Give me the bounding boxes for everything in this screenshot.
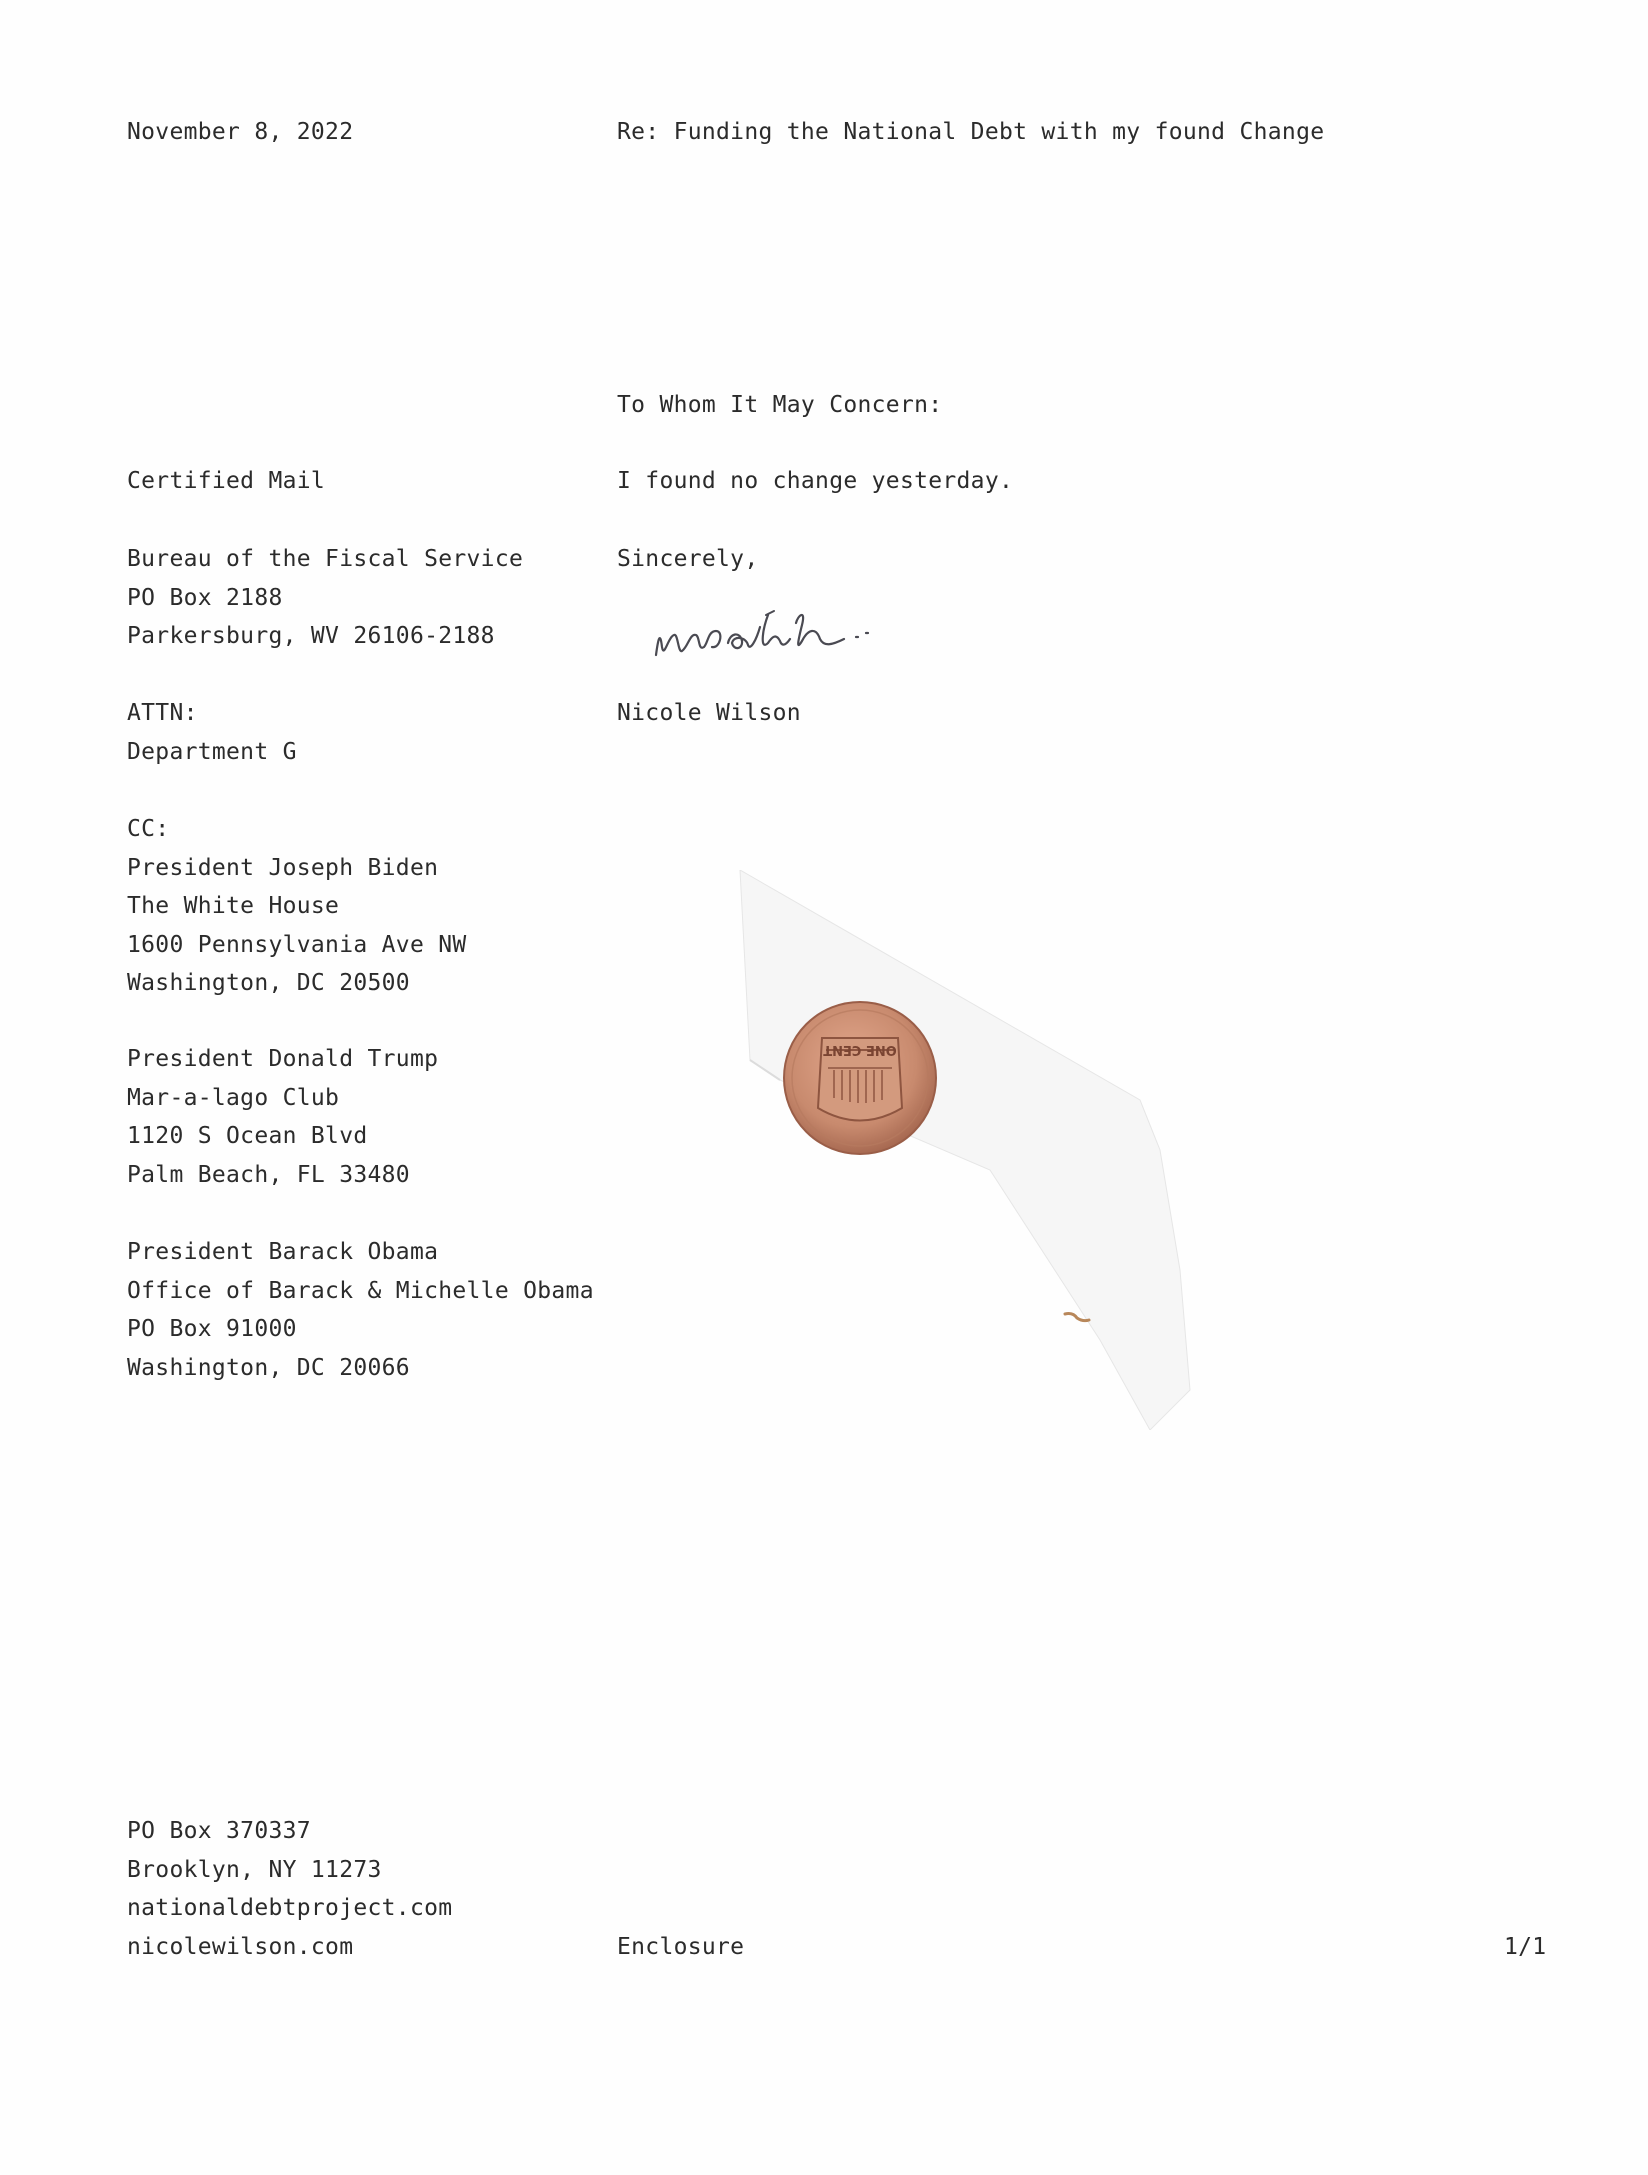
signer-name — [617, 694, 801, 733]
address-line: President Donald Trump — [127, 1046, 439, 1072]
address-line: Mar-a-lago Club — [127, 1084, 340, 1111]
address-line: Washington, DC 20066 — [127, 1354, 410, 1381]
address-line: The White House — [127, 893, 340, 919]
address-line: PO Box 2188 — [127, 584, 283, 611]
cc-biden — [127, 810, 467, 1003]
mailing-method — [127, 462, 325, 501]
recipient-address — [127, 540, 523, 656]
salutation — [617, 386, 942, 425]
salutation-text: To Whom It May Concern: — [617, 392, 943, 418]
handwritten-signature — [648, 585, 948, 667]
sender-address — [127, 1812, 452, 1966]
cc-obama — [127, 1233, 594, 1387]
website-line: nationaldebtproject.com — [127, 1895, 453, 1921]
closing-text: Sincerely, — [617, 546, 759, 572]
address-line: Palm Beach, FL 33480 — [127, 1161, 410, 1188]
address-line: PO Box 370337 — [127, 1818, 311, 1844]
address-line: Brooklyn, NY 11273 — [127, 1856, 382, 1883]
enclosure-note — [617, 1928, 744, 1967]
cc-label: CC: — [127, 816, 170, 842]
penny-coin — [780, 998, 940, 1158]
coin-inscription: ONE CENT — [823, 1042, 897, 1057]
letter-body — [617, 462, 1013, 501]
address-line: President Joseph Biden — [127, 854, 439, 881]
attention-block — [127, 694, 297, 771]
address-line: Washington, DC 20500 — [127, 970, 410, 996]
page-number — [1504, 1928, 1546, 1967]
page-number-text: 1/1 — [1504, 1934, 1547, 1960]
address-line: 1600 Pennsylvania Ave NW — [127, 931, 467, 958]
letter-date — [127, 113, 353, 152]
enclosure-text: Enclosure — [617, 1934, 745, 1960]
attn-label: ATTN: — [127, 700, 198, 726]
paper-speck — [1063, 1310, 1091, 1324]
mailing-method-text: Certified Mail — [127, 468, 326, 494]
letter-closing — [617, 540, 758, 579]
subject-text: Re: Funding the National Debt with my found Change — [617, 119, 1325, 145]
address-line: President Barack Obama — [127, 1239, 439, 1265]
body-text: I found no change yesterday. — [617, 468, 1014, 494]
website-line: nicolewilson.com — [127, 1933, 354, 1960]
address-line: PO Box 91000 — [127, 1316, 297, 1342]
address-line: Bureau of the Fiscal Service — [127, 546, 524, 572]
address-line: Parkersburg, WV 26106-2188 — [127, 623, 495, 649]
cc-trump — [127, 1040, 438, 1194]
address-line: 1120 S Ocean Blvd — [127, 1123, 368, 1149]
address-line: Office of Barack & Michelle Obama — [127, 1277, 594, 1304]
date-text: November 8, 2022 — [127, 119, 354, 145]
signer-name-text: Nicole Wilson — [617, 700, 801, 726]
letter-subject — [617, 113, 1324, 152]
attn-value: Department G — [127, 738, 297, 765]
